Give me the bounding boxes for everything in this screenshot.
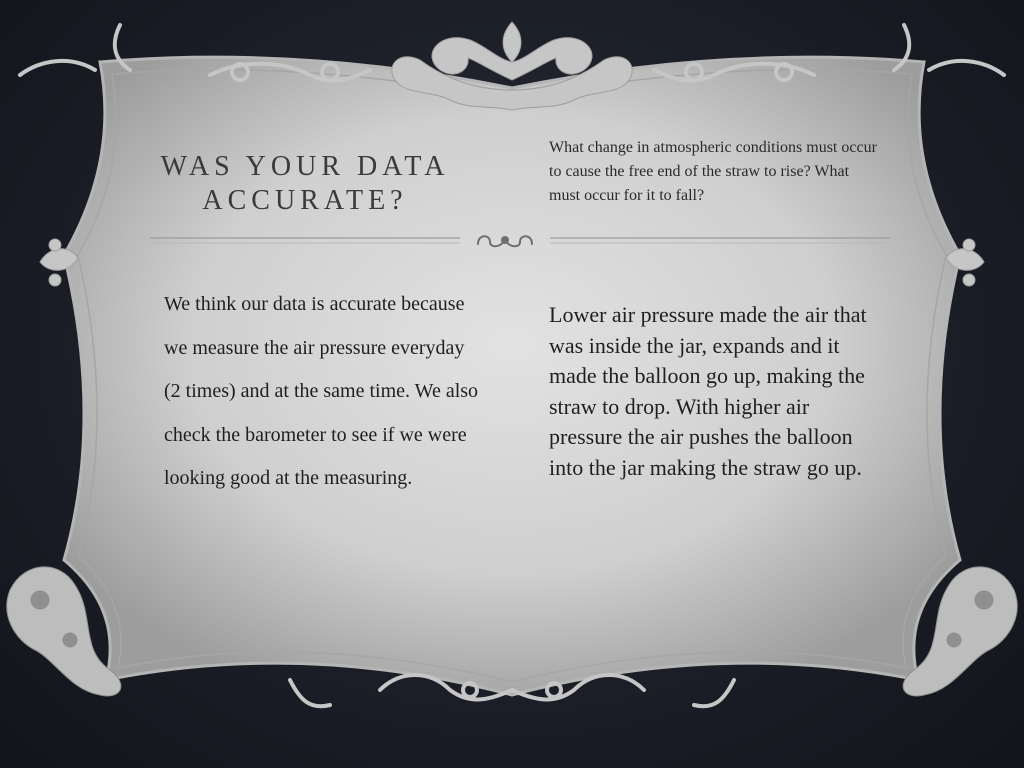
question-text: What change in atmospheric conditions must occur to cause the free end of the straw to rise? What must occur for it to fall? [549,139,877,204]
left-body-text: We think our data is accurate because we measure the air pressure everyday (2 times) and at the same time. We also check the barometer to see if we were looking good at the measuring. [164,293,479,489]
right-body-text: Lower air pressure made the air that was inside the jar, expands and it made the balloon go up, making the straw to drop. With higher air pressure the air pushes the balloon into the jar making the straw go up. [549,302,867,480]
slide-title: WAS YOUR DATA ACCURATE? [160,151,450,216]
